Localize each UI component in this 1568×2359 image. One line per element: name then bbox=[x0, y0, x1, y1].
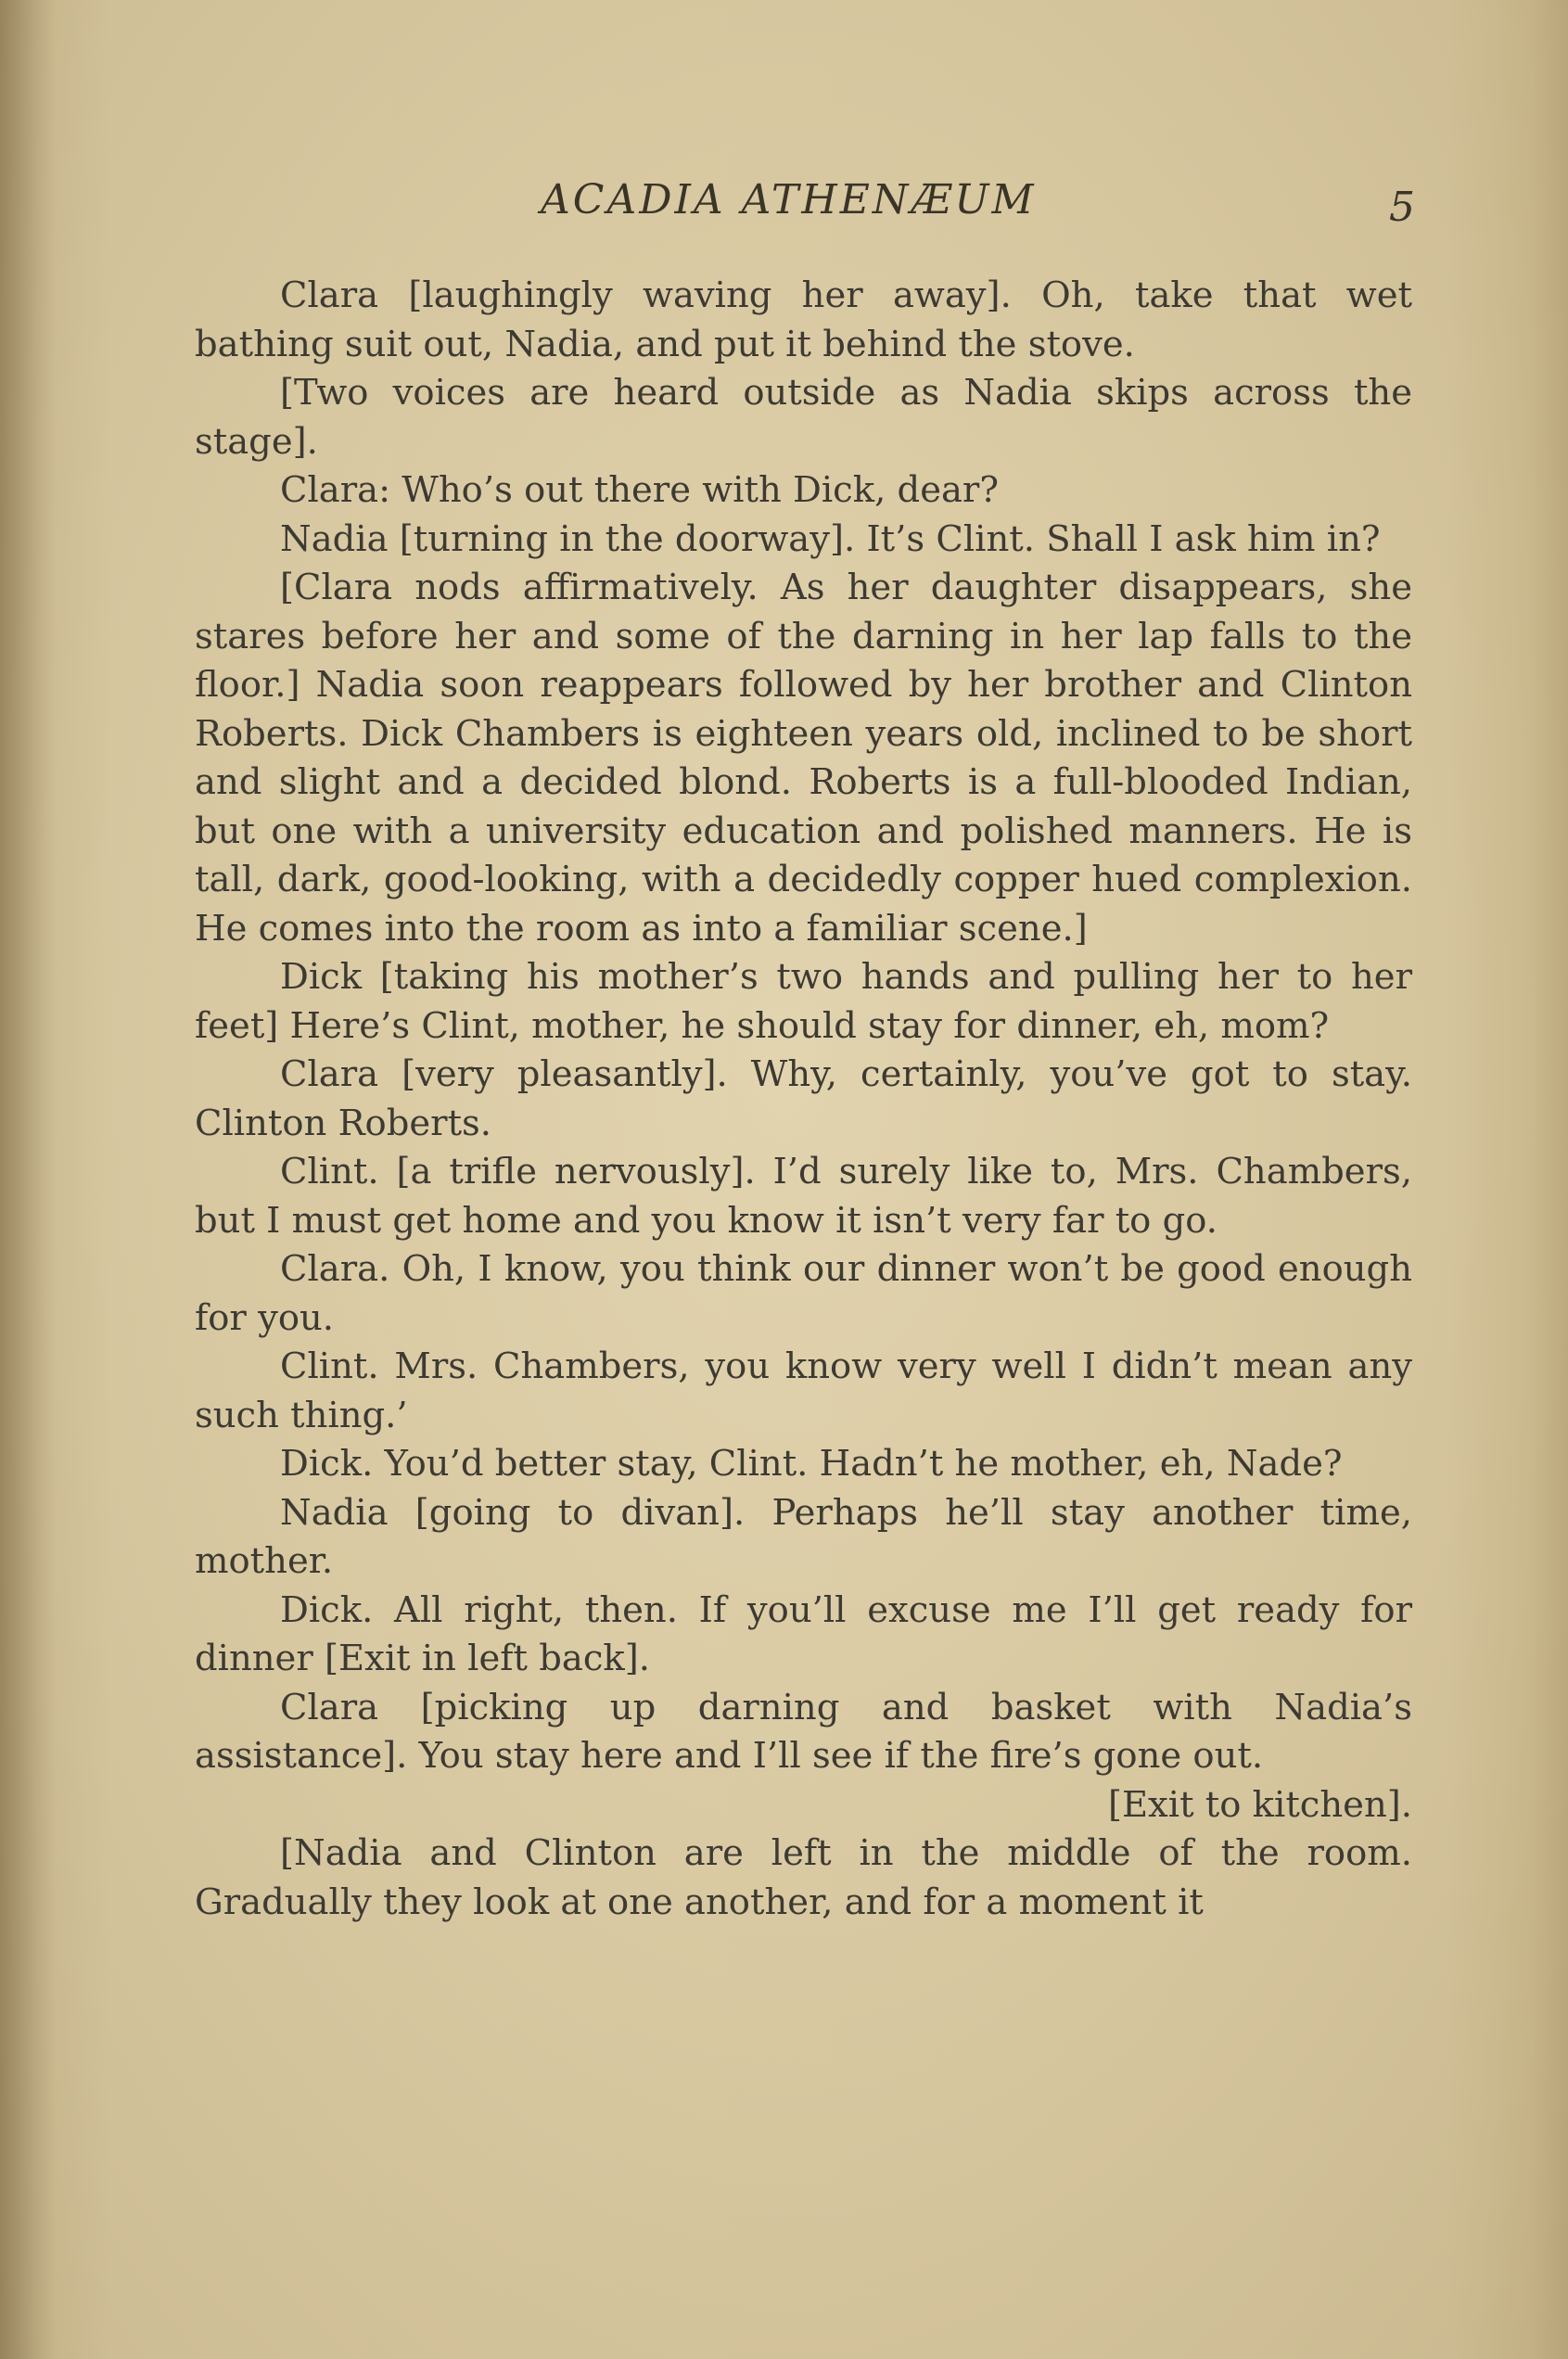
paragraph: Clara. Oh, I know, you think our dinner won’t be good enough for you. bbox=[195, 1248, 1412, 1339]
page-number: 5 bbox=[1389, 184, 1415, 231]
paragraph: Clint. [a trifle nervously]. I’d surely like to, Mrs. Chambers, but I must get home and you know it isn’t very far to go. bbox=[195, 1151, 1412, 1242]
paragraph: Clara [very pleasantly]. Why, certainly, you’ve got to stay. Clinton Roberts. bbox=[195, 1053, 1412, 1144]
paragraph: Clara: Who’s out there with Dick, dear? bbox=[280, 469, 999, 511]
running-title: ACADIA ATHENÆUM bbox=[541, 176, 1037, 223]
paragraph: Clint. Mrs. Chambers, you know very well I didn’t mean any such thing.’ bbox=[195, 1345, 1412, 1436]
paragraph: Dick. All right, then. If you’ll excuse me I’ll get ready for dinner [Exit in left back]. bbox=[195, 1588, 1412, 1679]
page-edge-shadow bbox=[0, 0, 56, 2359]
paragraph: [Nadia and Clinton are left in the middle of the room. Gradually they look at one another, and for a moment it bbox=[195, 1832, 1412, 1923]
paragraph: Dick. You’d better stay, Clint. Hadn’t he mother, eh, Nade? bbox=[280, 1443, 1343, 1485]
stage-direction-exit: [Exit to kitchen]. bbox=[1107, 1783, 1412, 1826]
paragraph: Nadia [turning in the doorway]. It’s Clint. Shall I ask him in? bbox=[280, 517, 1381, 560]
page-header bbox=[0, 176, 1568, 241]
paragraph: [Two voices are heard outside as Nadia skips across the stage]. bbox=[195, 372, 1412, 463]
body-text bbox=[195, 272, 1412, 1927]
paragraph: Clara [laughingly waving her away]. Oh, take that wet bathing suit out, Nadia, and put it behind the stove. bbox=[195, 274, 1412, 365]
paragraph: [Clara nods affirmatively. As her daughter disappears, she stares before her and some of the darning in her lap falls to the floor.] Nadia soon reappears followed by her brother and Clinton Roberts. Dick Chambers is eighteen years old, inclined to be short and slight and a decided blond. Roberts is a full-blooded Indian, but one with a university education and polished manners. He is tall, dark, good-looking, with a decidedly copper hued complexion. He comes into the room as into a familiar scene.] bbox=[195, 567, 1412, 950]
paragraph: Nadia [going to divan]. Perhaps he’ll stay another time, mother. bbox=[195, 1491, 1412, 1582]
paragraph: Clara [picking up darning and basket with Nadia’s assistance]. You stay here and I’ll see if the fire’s gone out. bbox=[195, 1686, 1412, 1777]
paragraph: Dick [taking his mother’s two hands and pulling her to her feet] Here’s Clint, mother, he should stay for dinner, eh, mom? bbox=[195, 956, 1412, 1047]
